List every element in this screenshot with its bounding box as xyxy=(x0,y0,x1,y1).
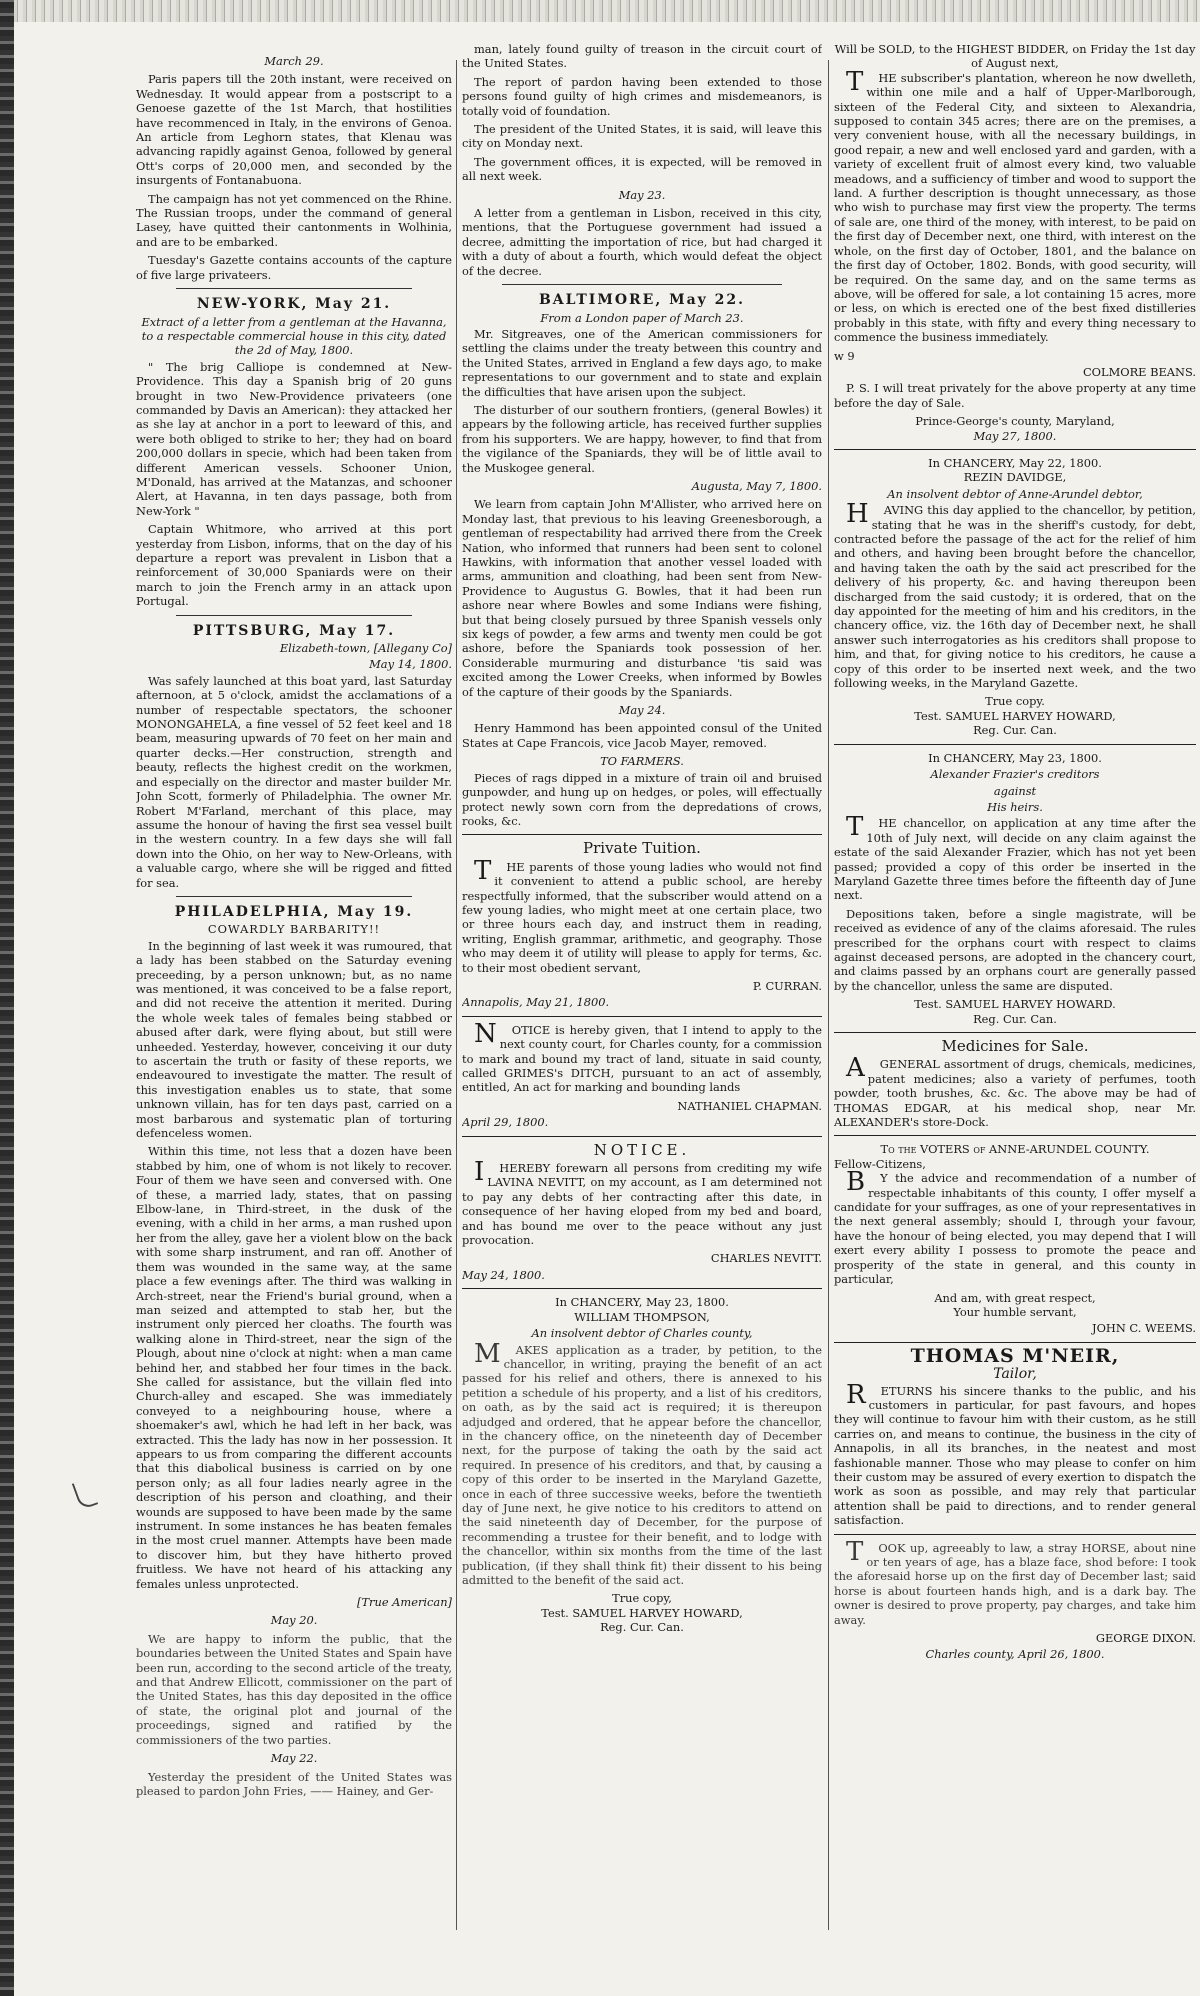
divider xyxy=(462,1288,822,1289)
dateline-may-22: May 22. xyxy=(270,1751,318,1766)
nevitt-notice-date: May 24, 1800. xyxy=(462,1267,545,1282)
chancery3-signature: Test. SAMUEL HARVEY HOWARD. xyxy=(914,997,1116,1012)
tailor-paragraph: RETURNS his sincere thanks to the public, and his customers in particular, for past favours, and hopes they will continue to favour him with their custom, as he still carries on, and means to continue, the business in the city of Annapolis, in all its branches, in the neatest and most fashionable manner. Those who may please to confer on him their custom may be assured of every exertion to dispatch the work as soon as possible, and may rely that particular attention shall be paid to directions, and to render general satisfaction. xyxy=(834,1379,1196,1528)
dateline-march-29: March 29. xyxy=(264,54,324,68)
stray-horse-paragraph: TOOK up, agreeably to law, a stray HORSE, about nine or ten years of age, has a blaze face, shod before: I took the aforesaid horse up on the first day of December last; said horse is about fourteen hands high, and is a dark bay. The owner is desired to prove property, pay charges, and take him away. xyxy=(834,1536,1196,1627)
continued-paragraph-3: The president of the United States, it is said, will leave this city on Monday next. xyxy=(462,122,822,151)
voters-closing-2: Your humble servant, xyxy=(953,1304,1077,1319)
divider xyxy=(462,1016,822,1017)
medicines-paragraph: AGENERAL assortment of drugs, chemicals, medicines, patent medicines; also a variety of perfumes, tooth powder, tooth brushes, &c. &c. The above may be had of THOMAS EDGAR, at his medical shop, near Mr. ALEXANDER's store-Dock. xyxy=(834,1053,1196,1130)
pittsburg-paragraph: Was safely launched at this boat yard, last Saturday afternoon, at 5 o'clock, amidst the acclamations of a number of respectable spectators, the schooner MONONGAHELA, a fine vessel of 52 feet keel and 18 beam, measuring upwards of 70 feet on her main and quarter decks.—Her construction, strength and beauty, reflects the highest credit on the workmen, and especially on the director and master builder Mr. John Scott, formerly of Philadelphia. The owner Mr. Robert M'Farland, merchant of this place, may assume the honour of having the first sea vessel built in the western country. In a few days she will fall down into the Ohio, on her way to New-Orleans, with a valuable cargo, where she will be rigged and fitted for sea. xyxy=(136,673,452,890)
pittsburg-subheading-2: May 14, 1800. xyxy=(369,657,452,672)
divider xyxy=(176,896,412,897)
chancery3-paragraph-2: Depositions taken, before a single magistrate, will be received as evidence of any of the claims aforesaid. The rules prescribed for the orphans court with respect to claims against deceased persons, are adopted in the chancery court, and claims passed by an orphans court are generally passed by the chancellor, unless the same are disputed. xyxy=(834,906,1196,993)
tuition-signature: P. CURRAN. xyxy=(752,978,822,993)
pittsburg-heading: PITTSBURG, May 17. xyxy=(192,622,396,639)
chancery3-register: Reg. Cur. Can. xyxy=(973,1011,1057,1026)
medicines-heading: Medicines for Sale. xyxy=(941,1037,1089,1055)
column-3 xyxy=(834,42,1196,1942)
sale-code: w 9 xyxy=(834,348,855,363)
chancery-register: Reg. Cur. Can. xyxy=(600,1620,684,1635)
chancery2-true-copy: True copy. xyxy=(985,694,1045,709)
rhine-paragraph: The campaign has not yet commenced on the Rhine. The Russian troops, under the command of general Lasey, have quitted their cantonments in Wolhinia, and are to be embarked. xyxy=(136,191,452,249)
margin-pencil-mark xyxy=(72,1478,98,1510)
newyork-heading: NEW-YORK, May 21. xyxy=(196,296,392,313)
sale-paragraph: THE subscriber's plantation, whereon he now dwelleth, within one mile and a half of Upper-Marlborough, sixteen of the Federal City, and sixteen to Alexandria, supposed to contain 345 acres; there are on the premises, a very convenient house, with all the necessary buildings, in good repair, a new and well enclosed yard and garden, with a variety of excellent fruit of almost every kind, two valuable meadows, and a sufficiency of timber and wood to support the land. A further description is thought unnecessary, as those who wish to purchase may first view the property. The terms of sale are, one third of the money, with interest, to be paid on the first day of December next, one third, with interest on the whole, on the first day of October, 1801, and the balance on the first day of October, 1802. Bonds, with good security, will be required. On the same day, and on the same terms as above, will be offered for sale, a lot containing 15 acres, more or less, on which is erected one of the best fixed distilleries probably in this state, with fifty and every thing necessary to commence the business immediately. xyxy=(834,66,1196,345)
pardon-paragraph: Yesterday the president of the United States was pleased to pardon John Fries, —— Hainey, and Ger- xyxy=(136,1769,452,1798)
farmers-paragraph: Pieces of rags dipped in a mixture of train oil and bruised gunpowder, and hung up on hedges, or poles, will effectually protect newly sown corn from the depredations of crows, rooks, &c. xyxy=(462,770,822,828)
tailor-title: Tailor, xyxy=(993,1366,1037,1383)
divider xyxy=(176,615,412,616)
tailor-name: THOMAS M'NEIR, xyxy=(910,1344,1120,1367)
baltimore-subheading: From a London paper of March 23. xyxy=(540,310,744,325)
chancery3-subheading-1: Alexander Frazier's creditors xyxy=(930,767,1100,782)
lisbon-paragraph: A letter from a gentleman in Lisbon, received in this city, mentions, that the Portuguese government had issued a decree, admitting the importation of rice, but had charged it with a duty of about a fourth, which would defeat the object of the decree. xyxy=(462,206,822,278)
chancery2-subheading: An insolvent debtor of Anne-Arundel debtor, xyxy=(887,486,1143,501)
nevitt-notice-paragraph: IHEREBY forewarn all persons from crediting my wife LAVINA NEVITT, on my account, as I am determined not to pay any debts of her contracting after this date, in consequence of her having eloped from my bed and board, and has bound me over to the peace without any just provocation. xyxy=(462,1157,822,1248)
chancery-true-copy: True copy, xyxy=(612,1591,672,1606)
column-2 xyxy=(462,42,822,1942)
divider xyxy=(834,449,1196,450)
philadelphia-paragraph-2: Within this time, not less that a dozen have been stabbed by him, one of whom is not likely to recover. Four of them we have seen and conversed with. One of these, a married lady, states, that on passing Elbow-lane, in Third-street, in the dusk of the evening, with a child in her arms, a man rushed upon her from the alley, gave her a violent blow on the back with some sharp instrument, and ran off. Another of them was wounded in the same way, at the same place a few evenings after. The third was walking in Arch-street, near the Friend's burial ground, when a man seized and attempted to stab her, but the instrument only pierced her cloaths. The fourth was walking alone in Third-street, near the sign of the Plough, about nine o'clock at night: when a man came behind her, and stabbed her four times in the back. She called for assistance, but the villain fled into Church-alley and escaped. She was immediately conveyed to a neighbouring house, where a shoemaker's awl, which he had left in her back, was extracted. This the lady has now in her possession. It appears to us from comparing the different accounts that this diabolical business is carried on by one person only; as all four ladies nearly agree in the description of his person and cloathing, and their wounds are supposed to have been made by the same instrument. In some instances he has beaten females in the most cruel manner. Attempts have been made to discover him, but they have hitherto proved fruitless. We have not heard of his attacking any females unless unprotected. xyxy=(136,1144,452,1591)
nevitt-notice-signature: CHARLES NEVITT. xyxy=(710,1251,822,1266)
sale-place: Prince-George's county, Maryland, xyxy=(915,414,1115,429)
tuition-paragraph: THE parents of those young ladies who would not find it convenient to attend a public school, are hereby respectfully informed, that the subscriber would attend on a few young ladies, who might meet at one certain place, two or three hours each day, and instruct them in reading, writing, English grammar, arithmetic, and geography. Those who may deem it of utility will please to apply for terms, &c. to their most obedient servant, xyxy=(462,855,822,975)
divider xyxy=(834,1032,1196,1033)
land-notice-paragraph: NOTICE is hereby given, that I intend to apply to the next county court, for Charles county, for a commission to mark and bound my tract of land, situate in said county, called GRIMES's DITCH, pursuant to an act of assembly, entitled, An act for marking and bounding lands xyxy=(462,1018,822,1095)
privateers-paragraph: Tuesday's Gazette contains accounts of the capture of five large privateers. xyxy=(136,253,452,282)
source-credit: [True American] xyxy=(357,1595,452,1610)
divider xyxy=(834,744,1196,745)
philadelphia-heading: PHILADELPHIA, May 19. xyxy=(174,903,414,920)
column-rule-1 xyxy=(456,60,457,1930)
farmers-heading: TO FARMERS. xyxy=(600,754,684,769)
column-rule-2 xyxy=(828,60,829,1930)
sale-heading: Will be SOLD, to the HIGHEST BIDDER, on Friday the 1st day of August next, xyxy=(834,42,1196,71)
divider xyxy=(834,1534,1196,1535)
divider xyxy=(176,288,412,289)
sale-postscript: P. S. I will treat privately for the above property at any time before the day of Sale. xyxy=(834,381,1196,410)
chancery-name: WILLIAM THOMPSON, xyxy=(574,1309,710,1324)
divider xyxy=(462,1136,822,1137)
newyork-subheading: Extract of a letter from a gentleman at the Havanna, to a respectable commercial house in this city, dated the 2d of May, 1800. xyxy=(141,314,447,358)
divider xyxy=(502,284,782,285)
chancery2-heading: In CHANCERY, May 22, 1800. xyxy=(928,455,1102,470)
chancery3-subheading-2: against xyxy=(993,783,1037,798)
augusta-dateline: Augusta, May 7, 1800. xyxy=(691,478,822,493)
land-notice-date: April 29, 1800. xyxy=(462,1115,549,1130)
continued-paragraph-1: man, lately found guilty of treason in the circuit court of the United States. xyxy=(462,42,822,71)
voters-salutation: Fellow-Citizens, xyxy=(834,1156,926,1171)
philadelphia-paragraph-1: In the beginning of last week it was rumoured, that a lady has been stabbed on the Saturday evening preceeding, by a person unknown; but, as no name was mentioned, it was conceived to be a false report, and did not receive the attention it merited. During the whole week tales of females being stabbed or abused after dark, were flying about, but still were unheeded. Yesterday, however, conceiving it our duty to ascertain the truth or fasity of these reports, we endeavoured to investigate the matter. The result of this investigation enables us to state, that some unknown villain, has for ten days past, carried on a most barbarous and systematic plan of torturing defenceless women. xyxy=(136,938,452,1141)
philadelphia-subheading: COWARDLY BARBARITY!! xyxy=(207,922,381,937)
paris-paragraph: Paris papers till the 20th instant, were received on Wednesday. It would appear from a postscript to a Genoese gazette of the 1st March, that hostilities have recommenced in Italy, in the environs of Genoa. An article from Leghorn states, that Klenau was advancing rapidly against Genoa, followed by general Ott's corps of 20,000 men, and seconded by the insurgents of Fontanabuona. xyxy=(136,72,452,188)
chancery-subheading: An insolvent debtor of Charles county, xyxy=(531,1326,753,1341)
column-1 xyxy=(136,50,452,1950)
voters-closing-1: And am, with great respect, xyxy=(934,1290,1096,1305)
land-notice-signature: NATHANIEL CHAPMAN. xyxy=(677,1098,822,1113)
stray-horse-date: Charles county, April 26, 1800. xyxy=(925,1647,1105,1662)
divider xyxy=(834,1342,1196,1343)
chancery3-subheading-3: His heirs. xyxy=(987,799,1043,814)
chancery-paragraph: MAKES application as a trader, by petition, to the chancellor, in writing, praying the benefit of an act passed for his relief and others, there is annexed to his petition a schedule of his property, and a list of his creditors, on oath, as by the said act is required; it is thereupon adjudged and ordered, that he appear before the chancellor, in the chancery office, on the nineteenth day of December next, for the purpose of taking the oath by the said act required. In presence of his creditors, and that, by causing a copy of this order to be inserted in the Maryland Gazette, once in each of three successive weeks, before the twentieth day of June next, he give notice to his creditors to attend on the said nineteenth day of December, for the purpose of recommending a trustee for their benefit, and to lodge with the chancellor, within six months from the time of the last publication, (if they shall think fit) their dissent to his being admitted to the benefit of the said act. xyxy=(462,1338,822,1587)
hammond-paragraph: Henry Hammond has been appointed consul of the United States at Cape Francois, vice Jacob Mayer, removed. xyxy=(462,721,822,750)
notice-heading: NOTICE. xyxy=(593,1140,691,1159)
continued-paragraph-2: The report of pardon having been extended to those persons found guilty of high crimes and misdemeanors, is totally void of foundation. xyxy=(462,74,822,118)
boundary-paragraph: We are happy to inform the public, that the boundaries between the United States and Spain have been run, according to the second article of the treaty, and that Andrew Ellicott, commissioner on the part of the United States, has this day deposited in the office of state, the original plot and journal of the proceedings, signed and ratified by the commissioners of the two parties. xyxy=(136,1631,452,1747)
chancery2-signature: Test. SAMUEL HARVEY HOWARD, xyxy=(914,708,1116,723)
sale-signature: COLMORE BEANS. xyxy=(1082,364,1196,379)
baltimore-paragraph-2: The disturber of our southern frontiers, (general Bowles) it appears by the following article, has received further supplies from his supporters. We are happy, however, to find that from the vigilance of the Spaniards, they will be of little avail to the Muskogee general. xyxy=(462,402,822,475)
stray-horse-signature: GEORGE DIXON. xyxy=(1095,1631,1196,1646)
dateline-may-24: May 24. xyxy=(618,703,666,718)
chancery3-heading: In CHANCERY, May 23, 1800. xyxy=(928,750,1102,765)
chancery2-name: REZIN DAVIDGE, xyxy=(963,470,1067,485)
binding-edge xyxy=(0,0,14,1996)
chancery2-register: Reg. Cur. Can. xyxy=(973,723,1057,738)
voters-signature: JOHN C. WEEMS. xyxy=(1092,1321,1196,1336)
chancery-heading: In CHANCERY, May 23, 1800. xyxy=(555,1295,729,1310)
chancery2-paragraph: HAVING this day applied to the chancellor, by petition, stating that he was in the sheriff's custody, for debt, contracted before the passage of the act for the relief of him and others, and having been brought before the chancellor, and having taken the oath by the said act prescribed for the delivery of his property, &c. and having thereupon been discharged from the said custody; it is ordered, that on the day appointed for the meeting of him and his creditors, in the chancery office, viz. the 16th day of December next, he shall answer such interrogatories as his creditors shall propose to him, and that, for giving notice to his creditors, he cause a copy of this order to be inserted next week, and the two following weeks, in the Maryland Gazette. xyxy=(834,499,1196,691)
newyork-paragraph-2: Captain Whitmore, who arrived at this port yesterday from Lisbon, informs, that on the day of his departure a report was prevalent in Lisbon that a reinforcement of 30,000 Spaniards were on their march to join the French army in an attack upon Portugal. xyxy=(136,522,452,609)
divider xyxy=(462,834,822,835)
baltimore-heading: BALTIMORE, May 22. xyxy=(538,292,746,309)
chancery-signature: Test. SAMUEL HARVEY HOWARD, xyxy=(541,1605,743,1620)
augusta-paragraph: We learn from captain John M'Allister, who arrived here on Monday last, that previous to his leaving Greenesborough, a gentleman of respectability had arrived there from the Creek Nation, who informed that runners had been sent to colonel Hawkins, with information that another vessel loaded with arms, ammunition and cloathing, had been sent from New-Providence to Augustus G. Bowles, that it had been run ashore near where Bowles and some Indians were fishing, but that being closely pursued by three Spanish vessels only six kegs of powder, a few arms and twenty men could be got ashore, before the Spaniards took possession of her. Considerable murmuring and disturbance 'tis said was excited among the Lower Creeks, when informed by Bowles of the capture of their goods by the Spaniards. xyxy=(462,497,822,699)
voters-paragraph: BY the advice and recommendation of a number of respectable inhabitants of this county, I offer myself a candidate for your suffrages, as one of your representatives in the next general assembly; should I, through your favour, have the honour of being elected, you may depend that I will exert every ability I possess to promote the peace and prosperity of the state in general, and this county in particular, xyxy=(834,1167,1196,1287)
divider xyxy=(834,1135,1196,1136)
pittsburg-subheading-1: Elizabeth-town, [Allegany Co] xyxy=(279,641,452,656)
newyork-paragraph-1: " The brig Calliope is condemned at New-Providence. This day a Spanish brig of 20 guns brought in two New-Providence privateers (one commanded by Davis an American): they attacked her as she lay at anchor in a port to leeward of this, and were both obliged to strike to her; they had on board 200,000 dollars in specie, which had been taken from different American vessels. Schooner Union, M'Donald, has arrived at the Matanzas, and schooner Alert, at Havanna, in ten days passage, both from New-York " xyxy=(136,359,452,518)
tuition-date: Annapolis, May 21, 1800. xyxy=(462,995,610,1010)
chancery3-paragraph-1: THE chancellor, on application at any time after the 10th of July next, will decide on any claim against the estate of the said Alexander Frazier, which has not yet been passed; provided a copy of this order be inserted in the Maryland Gazette three times before the fifteenth day of June next. xyxy=(834,812,1196,903)
continued-paragraph-4: The government offices, it is expected, will be removed in all next week. xyxy=(462,154,822,184)
dateline-may-23: May 23. xyxy=(618,187,666,202)
torn-top-edge xyxy=(14,0,1200,22)
baltimore-paragraph-1: Mr. Sitgreaves, one of the American commissioners for settling the claims under the treaty between this country and the United States, arrived in England a few days ago, to make representations to our government and to state and explain the difficulties that have arisen upon the subject. xyxy=(462,326,822,399)
sale-date: May 27, 1800. xyxy=(973,428,1057,443)
dateline-may-20: May 20. xyxy=(270,1613,318,1628)
tuition-heading: Private Tuition. xyxy=(583,839,701,858)
voters-heading: To the VOTERS of ANNE-ARUNDEL COUNTY. xyxy=(880,1142,1150,1157)
